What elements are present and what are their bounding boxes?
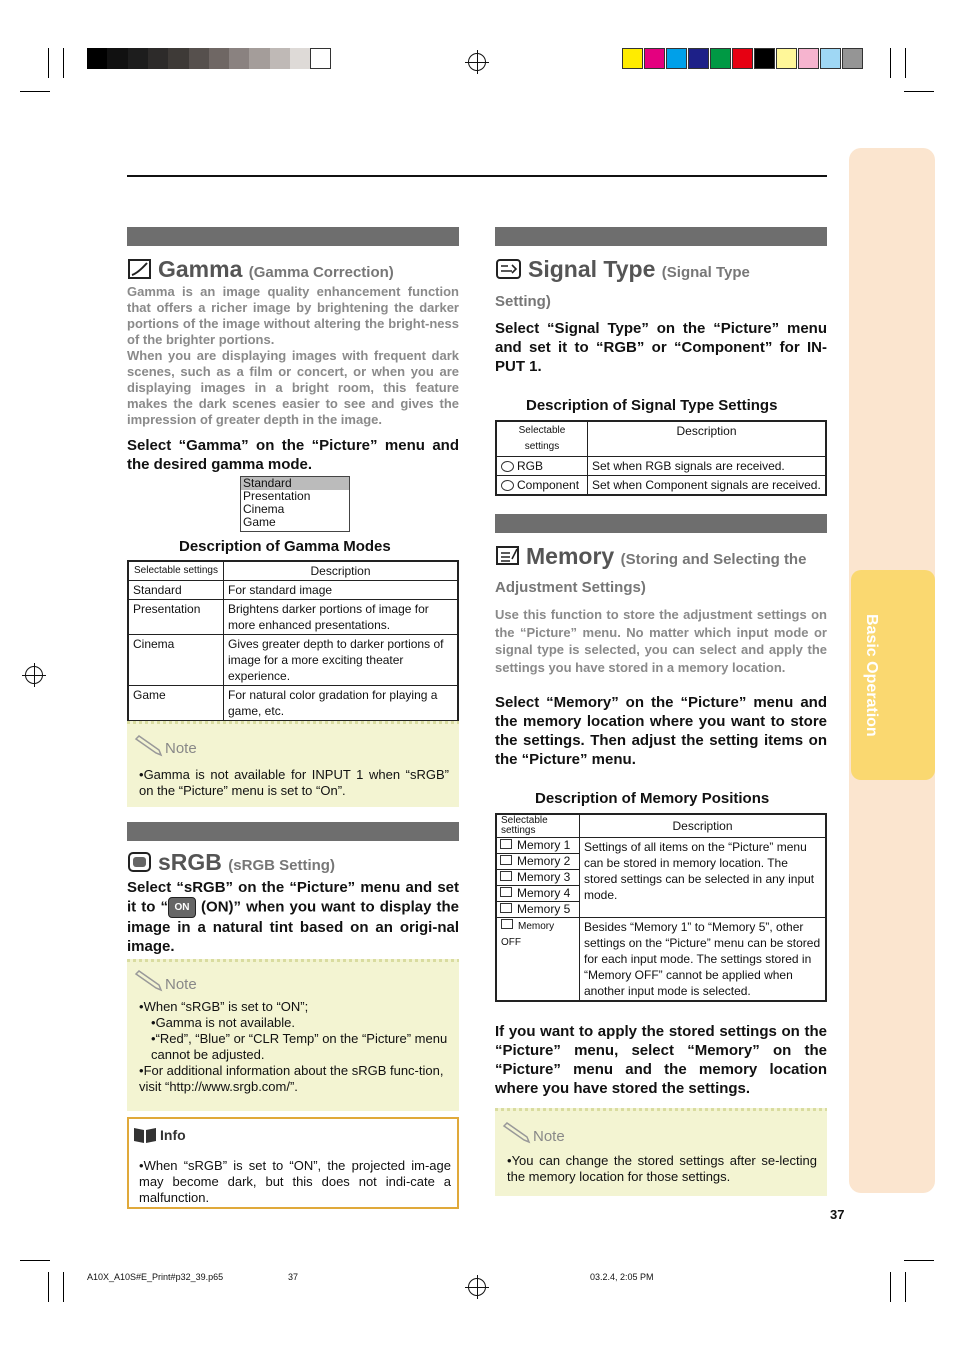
memory-slot-icon: [500, 871, 512, 881]
gamma-menu-item[interactable]: Presentation: [243, 489, 311, 503]
signal-table-caption: Description of Signal Type Settings: [526, 397, 778, 414]
gray-swatch: [209, 48, 230, 69]
memory-intro: Use this function to store the adjustment settings on the “Picture” menu. No matter which input mode or signal type is selected, you can select and apply the settings you have stored in a memory location.: [495, 607, 827, 675]
srgb-info-box: [127, 1117, 459, 1209]
color-swatch: [820, 48, 841, 69]
srgb-instruction: Select “sRGB” on the “Picture” menu and set it to “ ON (ON)” when you want to display the image in a natural tint based on an origi-nal image.: [127, 879, 459, 955]
gamma-title: Gamma (Gamma Correction): [158, 256, 394, 282]
signal-icon: [501, 461, 514, 472]
table-header: Description: [588, 421, 827, 457]
crop-mark: [20, 1260, 50, 1261]
table-cell: Set when Component signals are received.: [588, 476, 827, 496]
table-header: Selectable settings: [128, 561, 224, 581]
color-swatch: [842, 48, 863, 69]
color-swatch: [732, 48, 753, 69]
crop-mark: [904, 91, 934, 92]
memory-note: [495, 1108, 827, 1196]
pencil-icon: [134, 735, 164, 757]
gray-swatch: [189, 48, 210, 69]
table-row: [496, 476, 826, 496]
footer-file: A10X_A10S#E_Print#p32_39.p65: [87, 1272, 224, 1282]
registration-mark-icon: [468, 53, 486, 71]
signal-section-bar: [495, 227, 827, 246]
crop-mark: [890, 1272, 891, 1302]
crop-mark: [904, 1260, 934, 1261]
signal-icon: [501, 480, 514, 491]
table-row: [128, 581, 458, 600]
gamma-note: [127, 721, 459, 807]
table-cell: Presentation: [128, 600, 224, 635]
table-row: [496, 457, 826, 476]
memory-table-caption: Description of Memory Positions: [535, 790, 770, 807]
gamma-menu: [240, 476, 350, 532]
signal-title: Signal Type (Signal Type: [528, 256, 750, 282]
color-swatch: [622, 48, 643, 69]
table-row: [128, 600, 458, 635]
table-row: [496, 918, 826, 1002]
on-icon: ON: [168, 897, 196, 918]
table-cell: For standard image: [224, 581, 459, 600]
table-header: Selectable settings: [496, 421, 588, 457]
gray-swatch: [87, 48, 108, 69]
table-cell: Cinema: [128, 635, 224, 686]
gray-swatch: [229, 48, 250, 69]
table-header: Description: [580, 814, 827, 838]
table-cell: Set when RGB signals are received.: [588, 457, 827, 476]
table-cell: Brightens darker portions of image for more enhanced presentations.: [224, 600, 459, 635]
table-row: [128, 686, 458, 722]
crop-mark: [63, 48, 64, 78]
memory-apply-instruction: If you want to apply the stored settings on the “Picture” menu, select “Memory” on the “Picture” menu and the memory location where you have stored the settings.: [495, 1023, 827, 1097]
registration-mark-icon: [25, 666, 43, 684]
table-cell: Settings of all items on the “Picture” menu can be stored in memory location. The stored settings can be selected in any input mode.: [580, 838, 827, 918]
gray-swatch: [249, 48, 270, 69]
crop-mark: [48, 1272, 49, 1302]
signal-instruction: Select “Signal Type” on the “Picture” menu and set it to “RGB” or “Component” for IN-PUT 1.: [495, 320, 827, 375]
memory-slot-icon: [500, 839, 512, 849]
note-title: Note: [165, 740, 197, 757]
memory-slot-icon: [500, 903, 512, 913]
side-tab-label: Basic Operation: [863, 613, 880, 737]
table-cell: For natural color gradation for playing a game, etc.: [224, 686, 459, 722]
table-cell: Component: [496, 476, 588, 496]
signal-table: [495, 420, 827, 496]
color-swatch: [688, 48, 709, 69]
memory-slot-icon: [501, 919, 513, 929]
info-text: •When “sRGB” is set to “ON”, the projected im-age may become dark, but this does not indi-cate a malfunction.: [139, 1158, 451, 1205]
gamma-section-bar: [127, 227, 459, 246]
header-rule: [127, 175, 827, 177]
note-text: •Gamma is not available for INPUT 1 when “sRGB” on the “Picture” menu is set to “On”.: [139, 767, 449, 798]
table-row: [496, 838, 826, 918]
gamma-intro-1: Gamma is an image quality enhancement function that offers a richer image by brightening the darker portions of the image without altering the bright-ness of the brighter portions.: [127, 284, 459, 347]
memory-section-bar: [495, 514, 827, 533]
memory-subtitle: Adjustment Settings): [495, 579, 646, 596]
memory-table: [495, 813, 827, 1002]
memory-slot-icon: [500, 887, 512, 897]
footer-page: 37: [288, 1272, 299, 1282]
gamma-icon: [128, 259, 151, 279]
info-title: Info: [160, 1127, 186, 1143]
gamma-intro-2: When you are displaying images with frequent dark scenes, such as a film or concert, or when you are displaying images in a bright room, this feature makes the dark scenes easier to see and gives the impression of greater depth in the image.: [127, 348, 459, 427]
gray-swatch: [168, 48, 189, 69]
table-cell: Memory 1 Memory 2 Memory 3 Memory 4 Memory 5: [496, 838, 580, 918]
srgb-title: sRGB (sRGB Setting): [158, 849, 335, 875]
gray-swatch: [290, 48, 311, 69]
memory-icon: [496, 546, 519, 565]
crop-mark: [890, 48, 891, 78]
footer-date: 03.2.4, 2:05 PM: [590, 1272, 654, 1282]
note-title: Note: [165, 976, 197, 993]
gamma-table: [127, 560, 459, 722]
table-cell: Gives greater depth to darker portions of image for a more exciting theater experience.: [224, 635, 459, 686]
table-row: [128, 635, 458, 686]
color-swatch: [798, 48, 819, 69]
gray-swatch: [128, 48, 149, 69]
gray-swatch: [310, 48, 331, 69]
color-swatch: [644, 48, 665, 69]
pencil-icon: [502, 1122, 532, 1144]
color-swatch: [754, 48, 775, 69]
color-swatch: [666, 48, 687, 69]
table-cell: Standard: [128, 581, 224, 600]
crop-mark: [48, 48, 49, 78]
pencil-icon: [134, 970, 164, 992]
color-swatch: [776, 48, 797, 69]
memory-slot-icon: [500, 855, 512, 865]
signal-subtitle: Setting): [495, 293, 551, 310]
srgb-icon: [128, 852, 151, 872]
page-number: 37: [830, 1207, 845, 1222]
memory-title: Memory (Storing and Selecting the: [526, 543, 807, 569]
gamma-menu-item[interactable]: Cinema: [243, 502, 285, 516]
book-icon: [133, 1126, 157, 1144]
srgb-note: [127, 959, 459, 1111]
gray-swatch: [270, 48, 291, 69]
gray-swatch: [107, 48, 128, 69]
gray-swatch: [148, 48, 169, 69]
gamma-menu-item[interactable]: Game: [243, 515, 276, 529]
crop-mark: [905, 48, 906, 78]
registration-mark-icon: [468, 1278, 486, 1296]
table-cell: Besides “Memory 1” to “Memory 5”, other settings on the “Picture” menu can be stored for each input mode. The settings stored in “Memory OFF” cannot be applied when another input mode is selected.: [580, 918, 827, 1002]
table-cell: Memory OFF: [496, 918, 580, 1002]
crop-mark: [20, 91, 50, 92]
table-cell: RGB: [496, 457, 588, 476]
srgb-section-bar: [127, 822, 459, 841]
gamma-table-caption: Description of Gamma Modes: [179, 538, 391, 555]
gamma-menu-item[interactable]: Standard: [241, 477, 349, 490]
signal-type-icon: [496, 259, 521, 279]
table-header: Description: [224, 561, 459, 581]
note-text: •When “sRGB” is set to “ON”; •Gamma is not available. •“Red”, “Blue” or “CLR Temp” on the “Picture” menu cannot be adjusted. •For additional information about the sRGB func-tion, visit “http://www.srgb.com/”.: [139, 999, 448, 1094]
table-header: Selectable settings: [496, 814, 580, 838]
crop-mark: [905, 1272, 906, 1302]
crop-mark: [63, 1272, 64, 1302]
note-title: Note: [533, 1128, 565, 1145]
memory-instruction: Select “Memory” on the “Picture” menu and the memory location where you want to store the settings. Then adjust the setting items on the “Picture” menu.: [495, 694, 827, 768]
gamma-instruction: Select “Gamma” on the “Picture” menu and the desired gamma mode.: [127, 437, 459, 473]
color-swatch: [710, 48, 731, 69]
table-cell: Game: [128, 686, 224, 722]
note-text: •You can change the stored settings after se-lecting the memory location for those settings.: [507, 1153, 817, 1184]
